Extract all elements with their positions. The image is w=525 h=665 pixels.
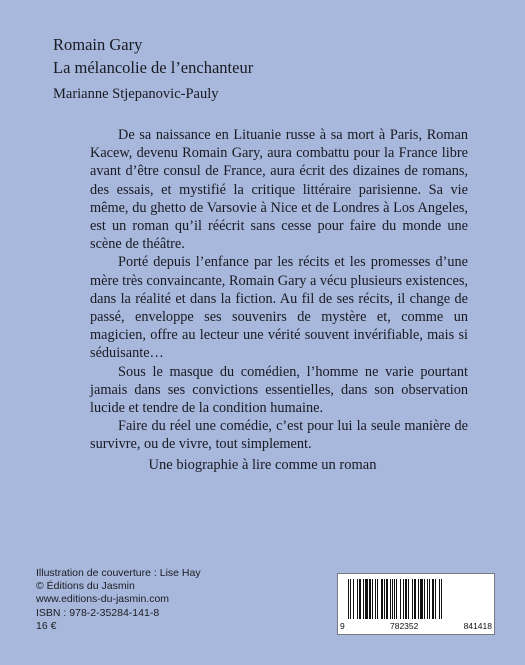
blurb-paragraph: Sous le masque du comédien, l’homme ne varie pourtant jamais dans ses convictions essentielles, dans son observation lucide et tendre de la condition humaine.	[90, 363, 468, 417]
barcode-digit-group: 9	[340, 621, 345, 631]
blurb-paragraph: De sa naissance en Lituanie russe à sa mort à Paris, Roman Kacew, devenu Romain Gary, aura combattu pour la France libre avant d’être consul de France, aura écrit des dizaines de romans, des essais, et mystifié la critique littéraire parisienne. Sa vie même, du ghetto de Varsovie à Nice et de Londres à Los Angeles, est un roman qu’il réécrit sans cesse pour faire du monde une scène de théâtre.	[90, 127, 468, 253]
barcode-digit-group: 782352	[389, 621, 419, 631]
illustration-credit: Illustration de couverture : Lise Hay	[36, 567, 201, 579]
blurb-text	[90, 126, 468, 454]
publisher-website: www.editions-du-jasmin.com	[36, 593, 170, 606]
blurb-paragraph: Porté depuis l’enfance par les récits et les promesses d’une mère très convaincante, Romain Gary a vécu plusieurs existences, dans la réalité et dans la fiction. Au fil de ses récits, il change de passé, enveloppe ses souvenirs de mystère et, comme un magicien, offre au lecteur une vérité souvent invérifiable, mais si séduisante…	[90, 254, 468, 362]
book-title: La mélancolie de l’enchanteur	[53, 58, 254, 77]
tagline: Une biographie à lire comme un roman	[148, 457, 377, 473]
credits-block	[36, 567, 201, 633]
author-name: Romain Gary	[53, 35, 143, 54]
biographer-name: Marianne Stjepanovic-Pauly	[53, 86, 219, 102]
price: 16 €	[36, 619, 57, 632]
barcode-digits	[340, 621, 492, 631]
barcode-bars	[346, 579, 486, 621]
blurb-paragraph: Faire du réel une comédie, c’est pour lui la seule manière de survivre, ou de vivre, tout simplement.	[90, 418, 468, 453]
publisher-credit: © Éditions du Jasmin	[36, 580, 135, 593]
book-header	[53, 35, 253, 103]
isbn: ISBN : 978-2-35284-141-8	[36, 606, 160, 619]
barcode	[337, 573, 495, 635]
barcode-digit-group: 841418	[463, 621, 492, 631]
